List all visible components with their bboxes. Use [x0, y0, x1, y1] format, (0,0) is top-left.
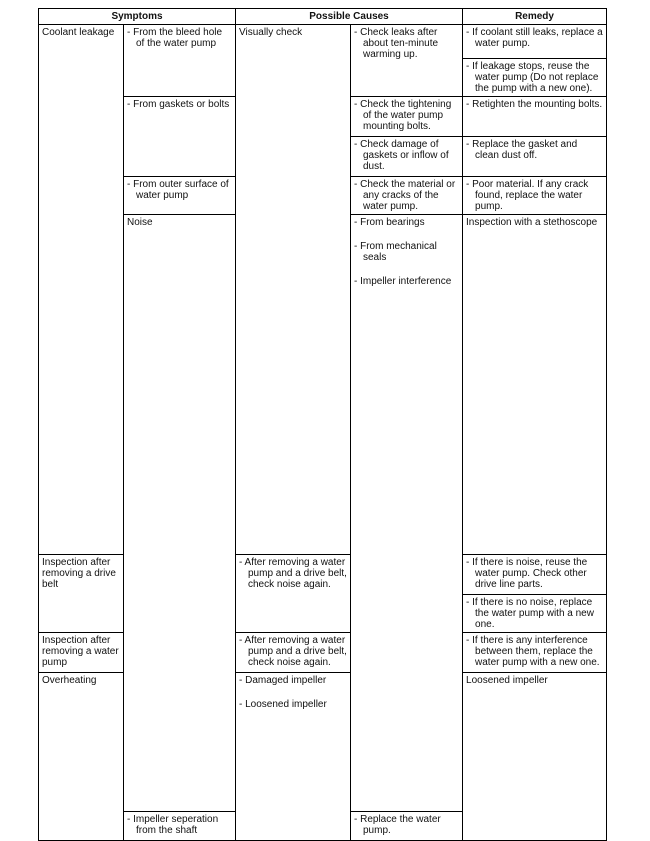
cause-detail: - After removing a water pump and a drive belt, check noise again.: [236, 555, 351, 633]
remedy-cell: - If there is any interference between them, replace the water pump with a new one.: [463, 633, 607, 673]
remedy-cell: - Poor material. If any crack found, replace the water pump.: [463, 177, 607, 215]
sub-symptom: - From the bleed hole of the water pump: [124, 25, 236, 97]
remedy-cell: - Retighten the mounting bolts.: [463, 97, 607, 137]
symptom-noise: Noise: [124, 215, 236, 812]
sub-symptom-list: - Damaged impeller - Loosened impeller: [236, 673, 351, 841]
remedy-cell: - If coolant still leaks, replace a water pump.: [463, 25, 607, 59]
cause-detail: - After removing a water pump and a drive belt, check noise again.: [236, 633, 351, 673]
header-possible-causes: Possible Causes: [236, 9, 463, 25]
cause-detail: - Impeller seperation from the shaft: [124, 812, 236, 841]
sub-symptom: - From gaskets or bolts: [124, 97, 236, 177]
cause-detail: - Check the tightening of the water pump mounting bolts.: [351, 97, 463, 137]
sub-symptom: - From outer surface of water pump: [124, 177, 236, 215]
inspection-method: Inspection with a stethoscope: [463, 215, 607, 555]
inspection-method: Inspection after removing a water pump: [39, 633, 124, 673]
header-symptoms: Symptoms: [39, 9, 236, 25]
cause-detail: - Check the material or any cracks of the water pump.: [351, 177, 463, 215]
remedy-cell: - Replace the gasket and clean dust off.: [463, 137, 607, 177]
troubleshooting-sheet: [38, 8, 606, 836]
remedy-cell: - If leakage stops, reuse the water pump (Do not replace the pump with a new one).: [463, 59, 607, 97]
troubleshooting-table: [38, 8, 607, 841]
cause-detail: - Check leaks after about ten-minute warming up.: [351, 25, 463, 97]
cause-detail: - Check damage of gaskets or inflow of dust.: [351, 137, 463, 177]
inspection-method: Loosened impeller: [463, 673, 607, 841]
inspection-method: Inspection after removing a drive belt: [39, 555, 124, 633]
symptom-coolant-leakage: Coolant leakage: [39, 25, 124, 555]
header-remedy: Remedy: [463, 9, 607, 25]
remedy-cell: - If there is noise, reuse the water pump. Check other drive line parts.: [463, 555, 607, 595]
sub-symptom-list: - From bearings - From mechanical seals - Impeller interference: [351, 215, 463, 812]
table-row: [39, 25, 607, 59]
symptom-overheating: Overheating: [39, 673, 124, 841]
remedy-cell: - If there is no noise, replace the water pump with a new one.: [463, 595, 607, 633]
inspection-method: Visually check: [236, 25, 351, 555]
remedy-cell: - Replace the water pump.: [351, 812, 463, 841]
header-row: [39, 9, 607, 25]
